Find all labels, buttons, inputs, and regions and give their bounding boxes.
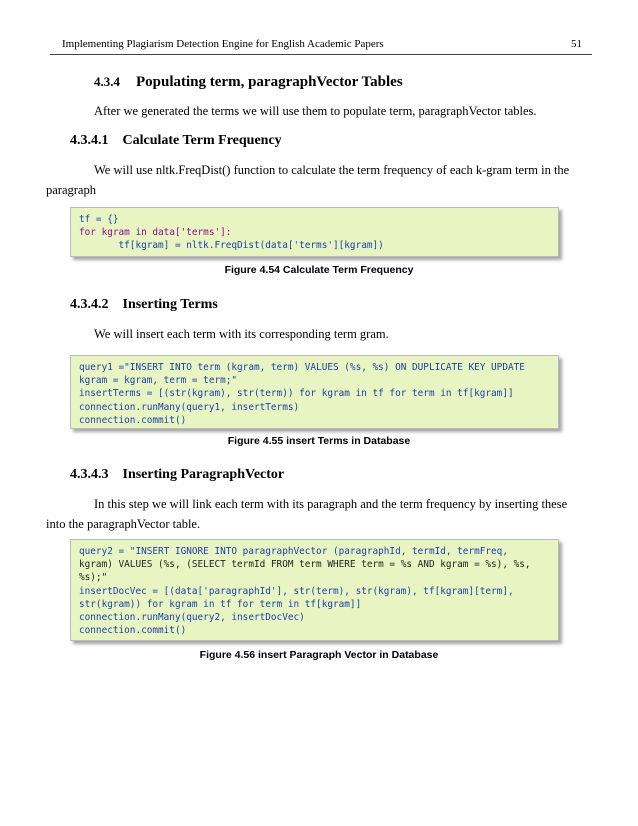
subsection-title-2: Inserting Terms xyxy=(122,297,218,312)
code-line: query2 = "INSERT IGNORE INTO paragraphVector (paragraphId, termId, termFreq, xyxy=(79,546,508,557)
code-line: insertTerms = [(str(kgram), str(term)) for kgram in tf for term in tf[kgram]] xyxy=(79,388,514,400)
subsection-title-3: Inserting ParagraphVector xyxy=(122,467,285,482)
section-title: Populating term, paragraphVector Tables xyxy=(136,74,403,90)
code-block-insert-paragraph-vector xyxy=(70,539,559,641)
section-number: 4.3.4 xyxy=(94,74,120,89)
subsection-text-1-line2: paragraph xyxy=(46,183,96,197)
section-heading xyxy=(94,74,403,91)
subsection-text-3-line1: In this step we will link each term with its paragraph and the term frequency by inserting these xyxy=(94,497,568,511)
code-line: insertDocVec = [(data['paragraphId'], str(term), str(kgram), tf[kgram][term], xyxy=(79,585,514,597)
code-block-term-frequency xyxy=(70,207,559,257)
code-line: kgram = kgram, term = term;" xyxy=(79,375,238,387)
code-line: tf[kgram] = nltk.FreqDist(data['terms'][kgram]) xyxy=(79,240,384,252)
subsection-heading-1 xyxy=(70,133,282,149)
code-line: connection.commit() xyxy=(79,414,187,426)
subsection-number-2: 4.3.4.2 xyxy=(70,297,109,312)
subsection-heading-3 xyxy=(70,467,284,483)
header-title: Implementing Plagiarism Detection Engine for English Academic Papers xyxy=(62,38,384,50)
subsection-heading-2 xyxy=(70,297,218,313)
code-line: for kgram in data['terms']: xyxy=(79,227,232,239)
subsection-title-1: Calculate Term Frequency xyxy=(122,133,282,148)
header-divider xyxy=(50,54,592,55)
code-line: connection.runMany(query1, insertTerms) xyxy=(79,401,300,413)
code-line: query1 ="INSERT INTO term (kgram, term) VALUES (%s, %s) ON DUPLICATE KEY UPDATE xyxy=(79,362,525,373)
subsection-number-1: 4.3.4.1 xyxy=(70,133,109,148)
subsection-number-3: 4.3.4.3 xyxy=(70,467,109,482)
code-line: kgram) VALUES (%s, (SELECT termId FROM term WHERE term = %s AND kgram = %s), %s, xyxy=(79,559,531,571)
figure-caption-3: Figure 4.56 insert Paragraph Vector in Database xyxy=(199,649,439,661)
code-line: connection.runMany(query2, insertDocVec) xyxy=(79,612,305,624)
page-header xyxy=(62,38,582,50)
code-line: connection.commit() xyxy=(79,625,187,637)
code-line: str(kgram)) for kgram in tf for term in tf[kgram]] xyxy=(79,598,362,610)
section-intro: After we generated the terms we will use them to populate term, paragraphVector tables. xyxy=(94,104,537,118)
code-block-insert-terms xyxy=(70,355,559,429)
subsection-text-1-line1: We will use nltk.FreqDist() function to calculate the term frequency of each k-gram term in the xyxy=(94,163,570,177)
subsection-text-2: We will insert each term with its corresponding term gram. xyxy=(94,327,389,341)
figure-caption-2: Figure 4.55 insert Terms in Database xyxy=(227,435,411,447)
subsection-text-3-line2: into the paragraphVector table. xyxy=(46,517,201,531)
code-line: %s);" xyxy=(79,572,108,584)
page-number: 51 xyxy=(571,38,582,50)
figure-caption-1: Figure 4.54 Calculate Term Frequency xyxy=(224,264,414,276)
code-line: tf = {} xyxy=(79,214,119,225)
